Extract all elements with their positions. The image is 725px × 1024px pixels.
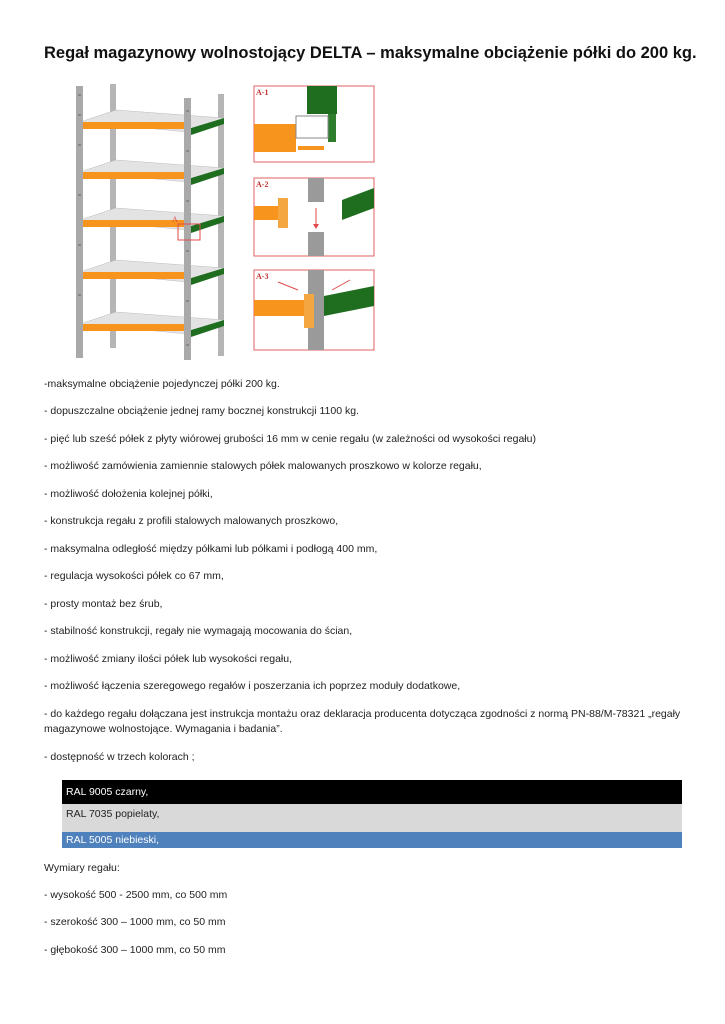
feature-item: -maksymalne obciążenie pojedynczej półki 200 kg. bbox=[44, 378, 280, 390]
detail-a3 bbox=[254, 270, 374, 350]
dimension-item: - głębokość 300 – 1000 mm, co 50 mm bbox=[44, 944, 226, 956]
feature-item: - pięć lub sześć półek z płyty wiórowej grubości 16 mm w cenie regału (w zależności od wysokości regału) bbox=[44, 433, 536, 445]
feature-item: - możliwość dołożenia kolejnej półki, bbox=[44, 488, 213, 500]
dimensions-heading: Wymiary regału: bbox=[44, 862, 120, 874]
feature-item: - możliwość zamówienia zamiennie stalowych półek malowanych proszkowo w kolorze regału, bbox=[44, 460, 482, 472]
dimension-item: - wysokość 500 - 2500 mm, co 500 mm bbox=[44, 889, 228, 901]
detail-a3-label: A-3 bbox=[256, 272, 269, 281]
feature-item: - dostępność w trzech kolorach ; bbox=[44, 751, 195, 763]
color-option-grey: RAL 7035 popielaty, bbox=[62, 804, 682, 832]
feature-item: - regulacja wysokości półek co 67 mm, bbox=[44, 570, 224, 582]
feature-item: - konstrukcja regału z profili stalowych malowanych proszkowo, bbox=[44, 515, 339, 527]
detail-a1 bbox=[254, 86, 374, 162]
page-title: Regał magazynowy wolnostojący DELTA – maksymalne obciążenie półki do 200 kg. bbox=[44, 44, 697, 62]
feature-item: - do każdego regału dołączana jest instrukcja montażu oraz deklaracja producenta dotycząca zgodności z normą PN-88/M-78321 „regały magazynowe wolnostojące. Wymagania i badania”. bbox=[44, 708, 681, 735]
rack-drawing bbox=[76, 84, 224, 360]
shelf-levels bbox=[80, 110, 224, 338]
feature-item: - prosty montaż bez śrub, bbox=[44, 598, 163, 610]
detail-a1-label: A-1 bbox=[256, 88, 269, 97]
detail-a2-label: A-2 bbox=[256, 180, 269, 189]
dimension-item: - szerokość 300 – 1000 mm, co 50 mm bbox=[44, 916, 226, 928]
feature-item: - maksymalna odległość między półkami lub półkami i podłogą 400 mm, bbox=[44, 543, 378, 555]
feature-item: - możliwość łączenia szeregowego regałów i poszerzania ich poprzez moduły dodatkowe, bbox=[44, 680, 461, 692]
feature-item: - stabilność konstrukcji, regały nie wymagają mocowania do ścian, bbox=[44, 625, 353, 637]
color-option-black: RAL 9005 czarny, bbox=[62, 780, 682, 804]
shelving-rack-figure bbox=[70, 80, 380, 360]
detail-marker-label: A bbox=[172, 215, 178, 224]
feature-item: - dopuszczalne obciążenie jednej ramy bocznej konstrukcji 1100 kg. bbox=[44, 405, 359, 417]
detail-a2 bbox=[254, 178, 374, 256]
color-option-blue: RAL 5005 niebieski, bbox=[62, 832, 682, 848]
feature-item: - możliwość zmiany ilości półek lub wysokości regału, bbox=[44, 653, 293, 665]
